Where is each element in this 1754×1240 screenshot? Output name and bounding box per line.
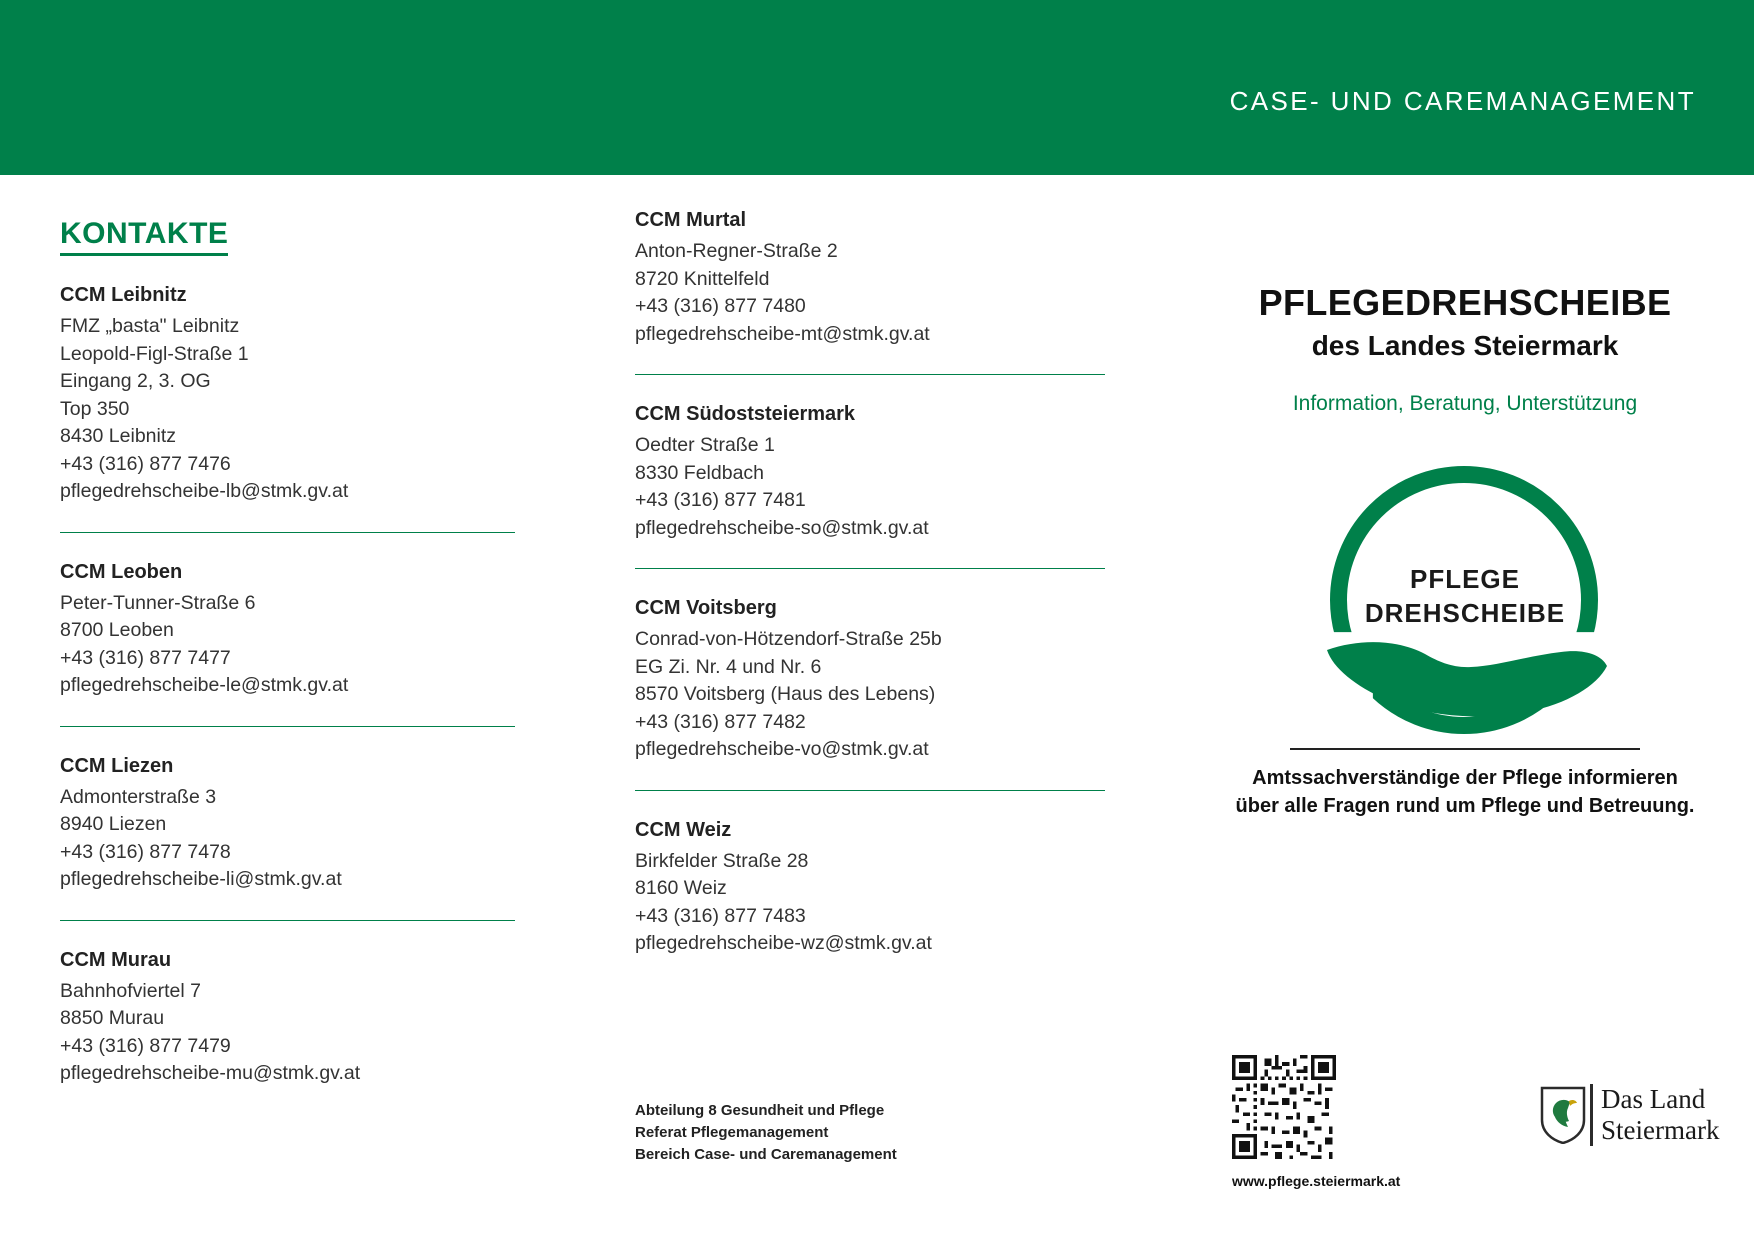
divider <box>60 920 515 921</box>
qr-code-icon[interactable] <box>1232 1055 1336 1159</box>
divider <box>60 532 515 533</box>
contacts-column-left <box>60 175 520 1088</box>
contact-email[interactable]: pflegedrehscheibe-le@stmk.gv.at <box>60 674 349 696</box>
contact-line: 8430 Leibnitz <box>60 425 177 447</box>
contacts-column-middle <box>635 175 1115 958</box>
contact-block-leibnitz <box>60 284 520 506</box>
cover-panel <box>1230 175 1700 820</box>
logo-label-line2: DREHSCHEIBE <box>1364 598 1566 628</box>
contact-name: CCM Liezen <box>60 754 174 777</box>
contact-line: EG Zi. Nr. 4 und Nr. 6 <box>635 655 822 678</box>
contact-name: CCM Leoben <box>60 560 183 583</box>
contact-line: Top 350 <box>60 397 130 420</box>
contact-line: 8570 Voitsberg (Haus des Lebens) <box>635 683 936 705</box>
contact-line: Peter-Tunner-Straße 6 <box>60 591 256 614</box>
contact-line: Leopold-Figl-Straße 1 <box>60 342 249 365</box>
qr-area <box>1232 1055 1432 1189</box>
panther-crest-icon <box>1540 1086 1586 1144</box>
contact-line: 8850 Murau <box>60 1007 165 1029</box>
imprint-line-1: Abteilung 8 Gesundheit und Pflege <box>635 1102 885 1119</box>
contact-email[interactable]: pflegedrehscheibe-so@stmk.gv.at <box>635 516 929 539</box>
contact-block-liezen <box>60 755 520 894</box>
imprint-line-3: Bereich Case- und Caremanagement <box>635 1146 897 1163</box>
contact-block-suedoststeiermark <box>635 403 1115 542</box>
land-steiermark-logo <box>1540 1075 1720 1155</box>
divider <box>1290 748 1640 750</box>
contact-line: 8160 Weiz <box>635 877 727 899</box>
land-steiermark-wordmark <box>1590 1084 1719 1146</box>
contact-email[interactable]: pflegedrehscheibe-vo@stmk.gv.at <box>635 738 929 760</box>
contact-phone[interactable]: +43 (316) 877 7481 <box>635 489 806 511</box>
contact-name: CCM Murau <box>60 948 172 971</box>
contact-email[interactable]: pflegedrehscheibe-li@stmk.gv.at <box>60 868 342 890</box>
contact-email[interactable]: pflegedrehscheibe-wz@stmk.gv.at <box>635 932 932 954</box>
land-steiermark-line1: Das Land <box>1601 1084 1706 1114</box>
brand-subtitle: des Landes Steiermark <box>1311 330 1619 361</box>
brand-title: PFLEGEDREHSCHEIBE <box>1258 282 1672 323</box>
logo-label-line1: PFLEGE <box>1409 564 1520 594</box>
contact-name: CCM Murtal <box>635 209 747 231</box>
pflegedrehscheibe-logo <box>1315 466 1615 726</box>
contact-email[interactable]: pflegedrehscheibe-lb@stmk.gv.at <box>60 480 349 502</box>
contact-line: Birkfelder Straße 28 <box>635 849 809 872</box>
contact-line: 8720 Knittelfeld <box>635 267 770 290</box>
contact-line: Anton-Regner-Straße 2 <box>635 240 838 262</box>
contact-line: 8940 Liezen <box>60 813 167 835</box>
brand-note-line2: über alle Fragen rund um Pflege und Betreuung. <box>1235 795 1695 817</box>
header-title: CASE- UND CAREMANAGEMENT <box>1229 86 1696 116</box>
contact-block-weiz <box>635 819 1115 958</box>
brand-tagline: Information, Beratung, Unterstützung <box>1292 392 1638 415</box>
contact-line: Oedter Straße 1 <box>635 434 775 456</box>
contact-block-murau <box>60 949 520 1088</box>
contact-phone[interactable]: +43 (316) 877 7483 <box>635 904 806 927</box>
contact-name: CCM Voitsberg <box>635 597 777 619</box>
brand-note-line1: Amtssachverständige der Pflege informieren <box>1252 767 1678 789</box>
contact-block-murtal <box>635 209 1115 348</box>
contact-line: Bahnhofviertel 7 <box>60 979 201 1002</box>
contact-email[interactable]: pflegedrehscheibe-mu@stmk.gv.at <box>60 1062 361 1084</box>
imprint-line-2: Referat Pflegemanagement <box>635 1124 829 1141</box>
imprint <box>635 1100 897 1166</box>
land-steiermark-line2: Steiermark <box>1601 1115 1720 1145</box>
contact-name: CCM Südoststeiermark <box>635 403 856 425</box>
contact-name: CCM Leibnitz <box>60 284 187 306</box>
contact-line: FMZ „basta" Leibnitz <box>60 315 240 337</box>
header-band <box>0 0 1754 175</box>
document-body <box>0 175 1754 1240</box>
contact-phone[interactable]: +43 (316) 877 7480 <box>635 295 806 317</box>
contact-block-leoben <box>60 561 520 700</box>
contact-phone[interactable]: +43 (316) 877 7476 <box>60 452 231 475</box>
brand-note <box>1230 764 1700 820</box>
contact-phone[interactable]: +43 (316) 877 7477 <box>60 646 231 669</box>
contact-phone[interactable]: +43 (316) 877 7482 <box>635 710 806 733</box>
contact-block-voitsberg <box>635 597 1115 764</box>
contact-line: 8330 Feldbach <box>635 461 765 484</box>
contact-name: CCM Weiz <box>635 818 732 841</box>
contact-phone[interactable]: +43 (316) 877 7478 <box>60 840 231 863</box>
contact-line: Eingang 2, 3. OG <box>60 370 211 392</box>
contact-email[interactable]: pflegedrehscheibe-mt@stmk.gv.at <box>635 322 930 345</box>
qr-url-label[interactable]: www.pflege.steiermark.at <box>1232 1173 1401 1189</box>
page-title: KONTAKTE <box>60 217 228 256</box>
helping-hand-icon <box>1321 634 1611 720</box>
divider <box>635 374 1105 375</box>
contact-phone[interactable]: +43 (316) 877 7479 <box>60 1034 231 1057</box>
logo-label <box>1315 562 1615 630</box>
contact-line: 8700 Leoben <box>60 619 174 641</box>
contact-line: Admonterstraße 3 <box>60 785 217 808</box>
divider <box>635 790 1105 791</box>
contact-line: Conrad-von-Hötzendorf-Straße 25b <box>635 628 942 650</box>
divider <box>635 568 1105 569</box>
divider <box>60 726 515 727</box>
